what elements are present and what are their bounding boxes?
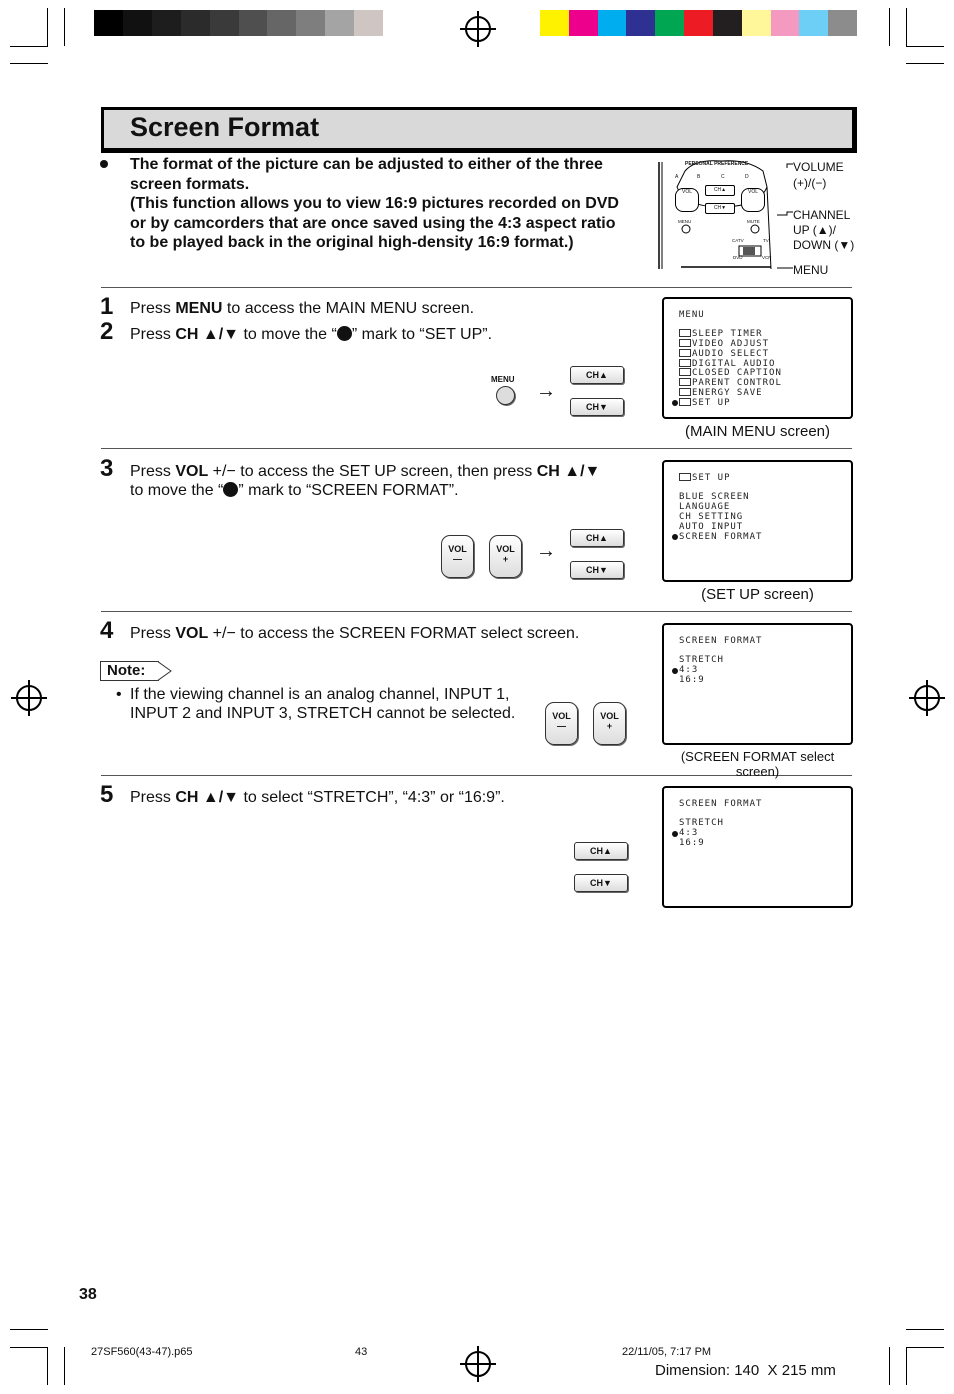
ch-up-button[interactable]: CH▲ [574,842,628,860]
step-3-mid: to access the SET UP screen, then press [240,463,537,480]
remote-vcr-label: VCR [762,255,772,260]
step-number-2: 2 [100,318,114,345]
registration-mark-icon [914,685,940,711]
step-5-text [130,788,505,807]
menu-item-label: PARENT CONTROL [692,378,782,388]
step-1-post: to access the MAIN MENU screen. [222,300,475,317]
bullet-dot-icon [100,160,108,168]
step-3-text [130,462,640,500]
note-label-box [100,661,159,681]
plus-label: + [502,554,509,564]
menu-item-label: DIGITAL AUDIO [692,359,776,369]
page-title: Screen Format [130,112,320,142]
selector-dot-icon [672,831,678,837]
format-option-16-9: 16:9 [679,675,705,685]
remote-mute-label: MUTE [747,219,760,224]
menu-button[interactable] [496,386,515,405]
remote-label-menu: MENU [793,263,829,277]
color-swatch [325,10,354,36]
setup-item-auto-input: AUTO INPUT [679,522,744,532]
remote-catv-label: CATV [732,238,744,243]
remote-key-c: C [721,174,725,180]
step-number-1: 1 [100,293,114,320]
remote-tv-label: TV [763,238,769,243]
color-swatch [181,10,210,36]
format-option-stretch: STRETCH [679,655,724,665]
menu-item-label: AUDIO SELECT [692,349,770,359]
title-banner [101,107,857,153]
arrow-icon: → [536,540,556,562]
note-label: Note: [107,662,146,679]
menu-item-label: SET UP [692,398,731,408]
footer-file: 27SF560(43-47).p65 [91,1346,193,1358]
section-divider [101,448,852,449]
remote-key-d: D [745,174,749,180]
color-swatch [626,10,655,36]
vol-label: VOL [496,544,515,554]
crop-mark [47,1347,48,1385]
note-text: If the viewing channel is an analog channel, INPUT 1, INPUT 2 and INPUT 3, STRETCH cannot be selected. [130,686,516,722]
selector-dot-icon [337,326,352,341]
color-swatch [771,10,800,36]
color-swatch [239,10,268,36]
menu-item-set-up [679,398,731,408]
crop-mark [10,1329,48,1330]
set-up-caption: (SET UP screen) [701,586,814,603]
remote-label-channel: CHANNEL [793,208,851,222]
crop-mark [47,8,48,46]
section-divider [101,287,852,288]
set-up-screen [662,460,853,582]
remote-vol-plus-label: VOL [747,189,758,195]
crop-mark [10,1347,48,1348]
note-arrow-icon [157,661,173,681]
grayscale-bar [94,10,412,36]
crop-mark [906,63,944,64]
remote-label-volume: VOLUME [793,160,844,174]
step-4-post: to access the SCREEN FORMAT select screen. [240,625,580,642]
remote-label-channel-up: UP (▲)/ [793,223,836,237]
plus-label: + [606,721,613,731]
menu-item-icon [679,368,691,376]
menu-item-label: CLOSED CAPTION [692,368,782,378]
crop-mark [906,1347,944,1348]
remote-label-channel-down: DOWN (▼) [793,238,855,252]
step-3-line2-pre: to move the “ [130,482,224,499]
step-5-pre: Press [130,789,176,806]
crop-mark [889,8,890,46]
remote-ch-down: CH▼ [705,203,735,214]
vol-label: VOL [600,711,619,721]
step-3-pre: Press [130,463,176,480]
crop-mark [906,1329,944,1330]
menu-item-video-adjust [679,339,769,349]
color-swatch [713,10,742,36]
screen-format-caption: (SCREEN FORMAT select screen) [680,749,835,779]
step-2-post: ” mark to “SET UP”. [351,326,493,343]
menu-item-sleep-timer [679,329,763,339]
remote-label-volume-sign: (+)/(−) [793,176,827,190]
format-option-4-3: 4:3 [679,665,699,675]
color-swatch [152,10,181,36]
step-2-text [130,325,492,344]
menu-item-icon [679,329,691,337]
main-menu-screen [662,297,853,419]
remote-vol-plus [741,188,765,212]
color-swatch [540,10,569,36]
page-number: 38 [79,1286,97,1303]
ch-down-button[interactable]: CH▼ [570,561,624,579]
step-1-text [130,299,474,318]
color-swatch [383,10,412,36]
step-2-key: CH ▲/▼ [175,326,240,343]
remote-vol-minus [675,188,699,212]
registration-mark-icon [465,16,491,42]
ch-down-button[interactable]: CH▼ [574,874,628,892]
vol-plus-button[interactable] [489,535,522,578]
remote-header: PERSONAL PREFERENCE [685,161,749,167]
color-bar [540,10,857,36]
step-3-key2: CH ▲/▼ [536,463,601,480]
color-swatch [684,10,713,36]
crop-mark [10,63,48,64]
menu-item-audio-select [679,349,769,359]
footer-date: 22/11/05, 7:17 PM [622,1346,712,1358]
arrow-icon: → [536,380,556,402]
color-swatch [598,10,627,36]
color-swatch [210,10,239,36]
remote-menu-label: MENU [678,219,692,224]
remote-dvd-label: DVD [733,255,743,260]
color-swatch [799,10,828,36]
vol-label: VOL [448,544,467,554]
footer-dimension: Dimension: 140 X 215 mm [655,1362,836,1379]
crop-mark [906,1347,907,1385]
remote-vol-minus-label: VOL [681,189,692,195]
menu-item-icon [679,378,691,386]
ch-up-button[interactable]: CH▲ [570,366,624,384]
remote-callout-lines [775,160,795,270]
screen-title: SCREEN FORMAT [679,636,763,646]
step-number-5: 5 [100,781,114,808]
selector-dot-icon [223,482,238,497]
screen-title [679,473,731,483]
step-4-key: VOL [175,625,209,642]
step-3-keysign: +/− [208,463,241,480]
registration-mark-icon [465,1351,491,1377]
menu-item-icon [679,473,691,481]
setup-item-language: LANGUAGE [679,502,731,512]
menu-item-label: SLEEP TIMER [692,329,763,339]
step-4-text [130,624,650,643]
color-swatch [828,10,857,36]
step-number-4: 4 [100,617,114,644]
vol-label: VOL [552,711,571,721]
remote-ch-up: CH▲ [705,185,735,196]
color-swatch [296,10,325,36]
menu-item-label: ENERGY SAVE [692,388,763,398]
crop-mark [906,46,944,47]
vol-plus-button[interactable] [593,702,626,745]
vol-minus-button[interactable] [545,702,578,745]
menu-item-icon [679,349,691,357]
remote-outline [655,157,780,271]
menu-item-energy-save [679,388,763,398]
step-2-mid: to move the “ [239,326,337,343]
color-swatch [267,10,296,36]
setup-item-screen-format: SCREEN FORMAT [679,532,763,542]
crop-mark [10,46,48,47]
menu-item-parent-control [679,378,782,388]
menu-item-icon [679,339,691,347]
selector-dot-icon [672,668,678,674]
color-swatch [94,10,123,36]
step-3-key: VOL [175,463,209,480]
minus-label: — [453,554,462,564]
menu-item-icon [679,359,691,367]
ch-up-button[interactable]: CH▲ [570,529,624,547]
note-bullet: • [116,686,122,703]
step-2-pre: Press [130,326,176,343]
selector-dot-icon [672,534,678,540]
intro-note: (This function allows you to view 16:9 pictures recorded on DVD or by camcorders that are once saved using the 4:3 aspect ratio to be played back in the original high-density 16:9 format.) [130,195,619,251]
menu-item-label: VIDEO ADJUST [692,339,770,349]
setup-item-blue-screen: BLUE SCREEN [679,492,750,502]
crop-mark [64,1347,65,1385]
color-swatch [123,10,152,36]
step-number-3: 3 [100,455,114,482]
footer-sheet: 43 [355,1346,368,1358]
ch-down-button[interactable]: CH▼ [570,398,624,416]
step-1-pre: Press [130,300,176,317]
step-1-key: MENU [175,300,223,317]
screen-format-screen [662,786,853,908]
remote-diagram [655,157,780,271]
selector-dot-icon [672,400,678,406]
screen-title-label: SET UP [692,473,731,483]
menu-item-icon [679,388,691,396]
remote-key-b: B [697,174,701,180]
color-swatch [742,10,771,36]
crop-mark [64,8,65,46]
main-menu-caption: (MAIN MENU screen) [684,423,830,440]
screen-title: MENU [679,310,705,320]
setup-item-ch-setting: CH SETTING [679,512,744,522]
format-option-16-9: 16:9 [679,838,705,848]
menu-button-label: MENU [491,375,515,384]
crop-mark [906,8,907,46]
intro-text: The format of the picture can be adjusted to either of the three screen formats. [130,156,603,193]
menu-item-icon [679,398,691,406]
section-divider [101,611,852,612]
step-5-post: to select “STRETCH”, “4:3” or “16:9”. [239,789,505,806]
format-option-stretch: STRETCH [679,818,724,828]
registration-mark-icon [16,685,42,711]
step-4-keysign: +/− [208,625,241,642]
step-3-line2-post: ” mark to “SCREEN FORMAT”. [238,482,459,499]
remote-key-a: A [675,174,679,180]
vol-minus-button[interactable] [441,535,474,578]
crop-mark [889,1347,890,1385]
step-5-key: CH ▲/▼ [175,789,240,806]
screen-format-screen [662,623,853,745]
color-swatch [354,10,383,36]
minus-label: — [557,721,566,731]
color-swatch [569,10,598,36]
color-swatch [655,10,684,36]
screen-title: SCREEN FORMAT [679,799,763,809]
menu-item-closed-caption [679,368,782,378]
format-option-4-3: 4:3 [679,828,699,838]
step-4-pre: Press [130,625,176,642]
